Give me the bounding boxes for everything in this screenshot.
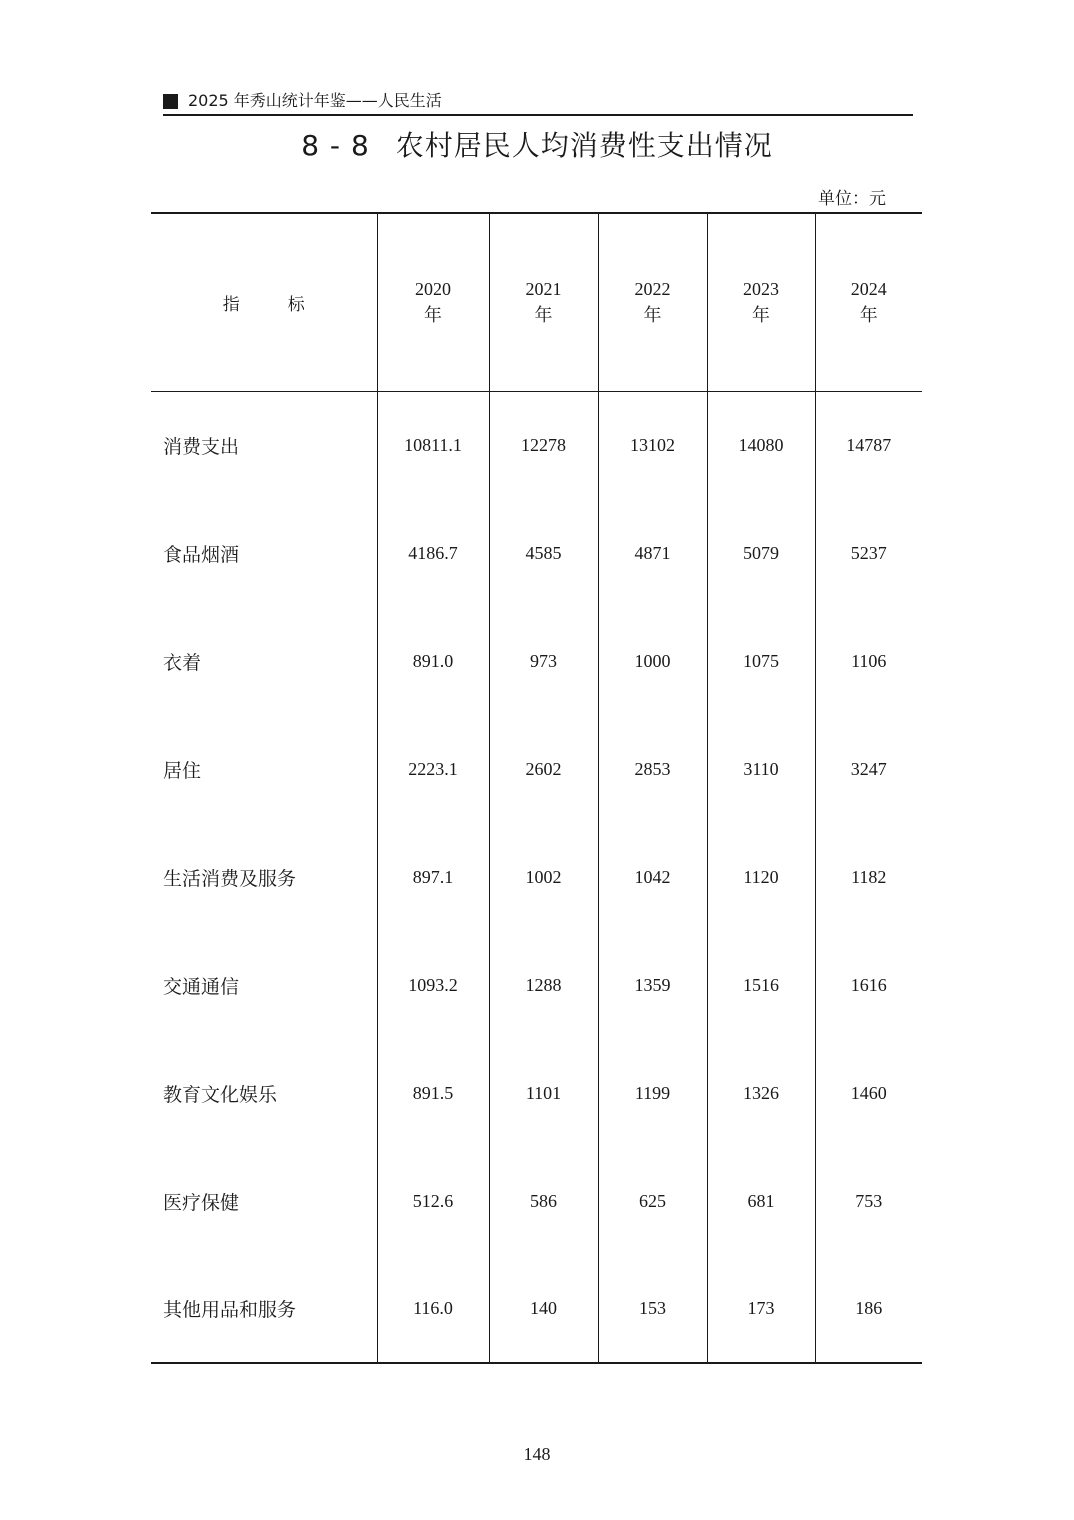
page-number: 148 bbox=[523, 1444, 551, 1464]
table-cell: 153 bbox=[598, 1255, 707, 1363]
table-cell: 1182 bbox=[815, 823, 922, 931]
year-header-2021 bbox=[489, 213, 598, 391]
row-label: 其他用品和服务 bbox=[151, 1255, 377, 1363]
table-cell: 14787 bbox=[815, 391, 922, 499]
table-cell: 753 bbox=[815, 1147, 922, 1255]
table-row bbox=[151, 499, 922, 607]
year-header-2024 bbox=[815, 213, 922, 391]
table-row bbox=[151, 823, 922, 931]
table-cell: 3110 bbox=[707, 715, 815, 823]
table-row bbox=[151, 1255, 922, 1363]
year-header-year: 2022 bbox=[634, 279, 671, 300]
year-header-year: 2024 bbox=[850, 279, 887, 300]
table-number: 8 - 8 bbox=[301, 129, 370, 162]
table-title: 农村居民人均消费性支出情况 bbox=[395, 129, 773, 162]
table-cell: 891.5 bbox=[377, 1039, 489, 1147]
table-cell: 1002 bbox=[489, 823, 598, 931]
running-header-text: 2025 年秀山统计年鉴——人民生活 bbox=[188, 91, 442, 110]
table-cell: 2223.1 bbox=[377, 715, 489, 823]
year-header-year: 2020 bbox=[415, 279, 451, 300]
table-cell: 3247 bbox=[815, 715, 922, 823]
table-cell: 5079 bbox=[707, 499, 815, 607]
table-cell: 1093.2 bbox=[377, 931, 489, 1039]
indicator-header bbox=[151, 213, 377, 391]
table-cell: 681 bbox=[707, 1147, 815, 1255]
table-row bbox=[151, 391, 922, 499]
table-cell: 13102 bbox=[598, 391, 707, 499]
year-header-suffix: 年 bbox=[534, 305, 553, 326]
row-label: 衣着 bbox=[163, 651, 202, 674]
table-cell: 897.1 bbox=[377, 823, 489, 931]
table-cell: 586 bbox=[489, 1147, 598, 1255]
table-cell: 4871 bbox=[598, 499, 707, 607]
table-cell: 1616 bbox=[815, 931, 922, 1039]
table-row bbox=[151, 607, 922, 715]
running-header bbox=[163, 88, 913, 116]
row-label: 教育文化娱乐 bbox=[163, 1083, 278, 1106]
table-row bbox=[151, 931, 922, 1039]
table-cell: 1120 bbox=[707, 823, 815, 931]
year-header-2022 bbox=[598, 213, 707, 391]
statistics-table bbox=[151, 212, 922, 1364]
table-cell: 116.0 bbox=[377, 1255, 489, 1363]
row-label: 食品烟酒 bbox=[163, 543, 240, 566]
row-label: 生活消费及服务 bbox=[163, 867, 297, 890]
table-cell: 1042 bbox=[598, 823, 707, 931]
unit-label: 单位：元 bbox=[818, 189, 886, 209]
table-cell: 512.6 bbox=[377, 1147, 489, 1255]
table-cell: 1101 bbox=[489, 1039, 598, 1147]
table-cell: 1359 bbox=[598, 931, 707, 1039]
table-cell: 891.0 bbox=[377, 607, 489, 715]
row-label: 交通通信 bbox=[163, 975, 240, 998]
table-cell: 1288 bbox=[489, 931, 598, 1039]
table-cell: 186 bbox=[815, 1255, 922, 1363]
table-cell: 1516 bbox=[707, 931, 815, 1039]
table-cell: 4186.7 bbox=[377, 499, 489, 607]
row-label: 医疗保健 bbox=[163, 1191, 240, 1214]
table-cell: 625 bbox=[598, 1147, 707, 1255]
table-cell: 14080 bbox=[707, 391, 815, 499]
table-row bbox=[151, 1039, 922, 1147]
page-title bbox=[0, 126, 1074, 166]
table-cell: 2853 bbox=[598, 715, 707, 823]
year-header-2023 bbox=[707, 213, 815, 391]
table-cell: 1075 bbox=[707, 607, 815, 715]
year-header-year: 2023 bbox=[743, 279, 779, 300]
table-cell: 10811.1 bbox=[377, 391, 489, 499]
year-header-suffix: 年 bbox=[859, 305, 878, 326]
table-cell: 1460 bbox=[815, 1039, 922, 1147]
header-square-icon bbox=[163, 94, 178, 109]
indicator-header-char: 标 bbox=[287, 294, 305, 315]
table-cell: 12278 bbox=[489, 391, 598, 499]
table-header-row bbox=[151, 213, 922, 391]
table-row bbox=[151, 1147, 922, 1255]
year-header-suffix: 年 bbox=[643, 305, 662, 326]
table-cell: 973 bbox=[489, 607, 598, 715]
table-cell: 5237 bbox=[815, 499, 922, 607]
indicator-header-char: 指 bbox=[222, 294, 240, 315]
row-label: 消费支出 bbox=[163, 435, 240, 458]
table-cell: 173 bbox=[707, 1255, 815, 1363]
year-header-year: 2021 bbox=[525, 279, 562, 300]
table-cell: 1000 bbox=[598, 607, 707, 715]
table-cell: 1326 bbox=[707, 1039, 815, 1147]
table-cell: 1199 bbox=[598, 1039, 707, 1147]
table-row bbox=[151, 715, 922, 823]
year-header-suffix: 年 bbox=[752, 305, 770, 326]
row-label: 居住 bbox=[163, 759, 202, 782]
year-header-2020 bbox=[377, 213, 489, 391]
table-cell: 140 bbox=[489, 1255, 598, 1363]
table-cell: 1106 bbox=[815, 607, 922, 715]
table-cell: 4585 bbox=[489, 499, 598, 607]
year-header-suffix: 年 bbox=[424, 305, 442, 326]
table-cell: 2602 bbox=[489, 715, 598, 823]
